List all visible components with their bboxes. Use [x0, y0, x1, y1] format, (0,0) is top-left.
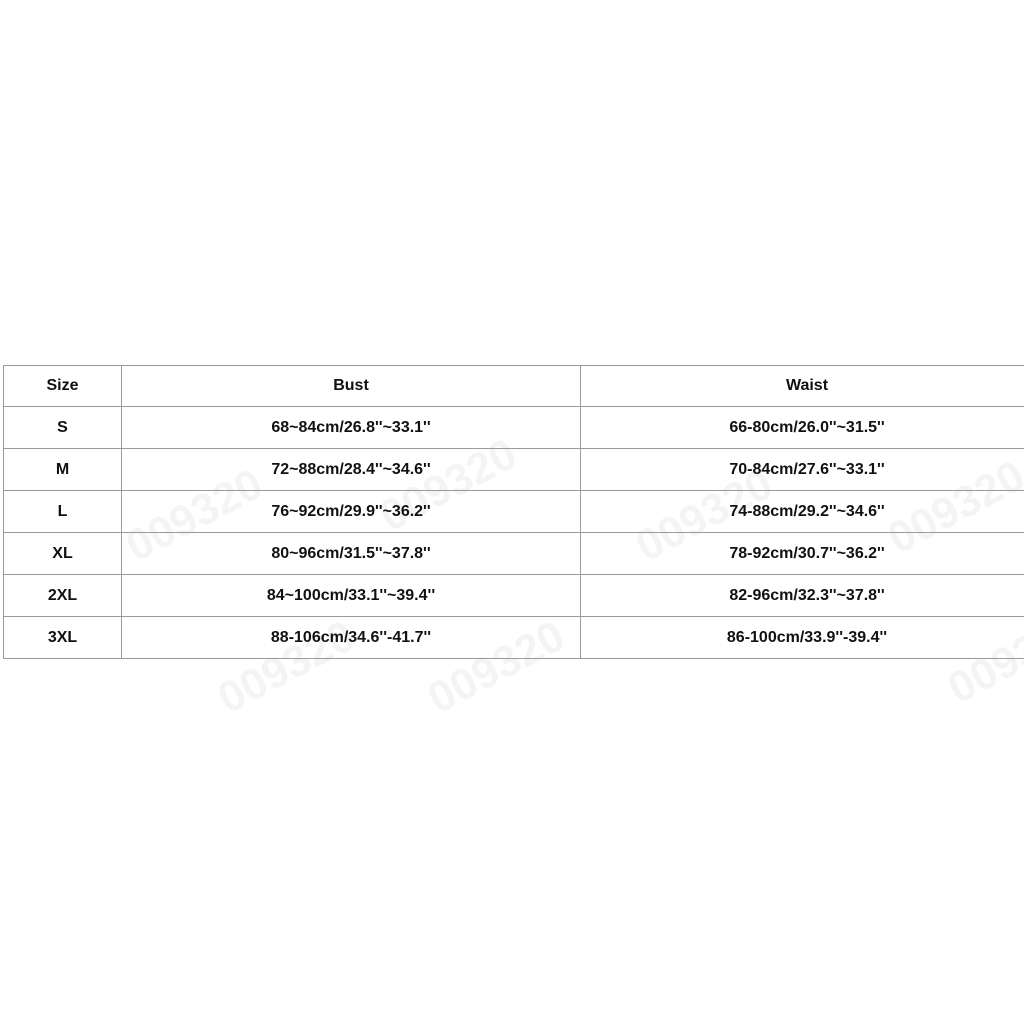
cell-size: XL — [4, 533, 122, 575]
cell-size: 2XL — [4, 575, 122, 617]
cell-waist: 74-88cm/29.2''~34.6'' — [581, 491, 1024, 533]
cell-size: 3XL — [4, 617, 122, 659]
header-size: Size — [4, 366, 122, 407]
table-row — [4, 491, 1024, 533]
cell-bust: 80~96cm/31.5''~37.8'' — [122, 533, 581, 575]
table-header-row — [4, 366, 1024, 407]
cell-bust: 76~92cm/29.9''~36.2'' — [122, 491, 581, 533]
size-chart-table — [3, 365, 1024, 659]
cell-waist: 78-92cm/30.7''~36.2'' — [581, 533, 1024, 575]
cell-bust: 72~88cm/28.4''~34.6'' — [122, 449, 581, 491]
cell-bust: 88-106cm/34.6''-41.7'' — [122, 617, 581, 659]
cell-waist: 86-100cm/33.9''-39.4'' — [581, 617, 1024, 659]
table-row — [4, 407, 1024, 449]
table-row — [4, 449, 1024, 491]
cell-size: M — [4, 449, 122, 491]
cell-size: L — [4, 491, 122, 533]
cell-bust: 84~100cm/33.1''~39.4'' — [122, 575, 581, 617]
cell-size: S — [4, 407, 122, 449]
header-waist: Waist — [581, 366, 1024, 407]
table-row — [4, 617, 1024, 659]
table-row — [4, 533, 1024, 575]
table-row — [4, 575, 1024, 617]
cell-waist: 66-80cm/26.0''~31.5'' — [581, 407, 1024, 449]
cell-waist: 82-96cm/32.3''~37.8'' — [581, 575, 1024, 617]
cell-waist: 70-84cm/27.6''~33.1'' — [581, 449, 1024, 491]
header-bust: Bust — [122, 366, 581, 407]
cell-bust: 68~84cm/26.8''~33.1'' — [122, 407, 581, 449]
